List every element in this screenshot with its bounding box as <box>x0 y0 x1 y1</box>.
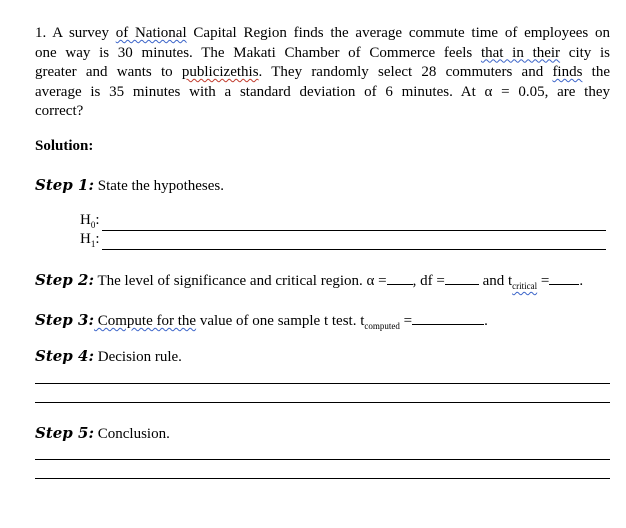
step-3-label: Step 3: <box>35 311 94 329</box>
grammar-flag: Compute for the <box>94 313 197 329</box>
t-critical-blank[interactable] <box>549 272 579 285</box>
null-hypothesis: $H_0$: <box>80 212 100 230</box>
null-hypothesis-blank[interactable] <box>102 230 606 231</box>
alt-hypothesis: $H_1$: <box>80 231 100 249</box>
df-blank[interactable] <box>445 272 479 285</box>
alt-hypothesis-blank[interactable] <box>102 249 606 250</box>
step-5-label: Step 5: <box>35 424 94 442</box>
decision-rule-blank-2[interactable] <box>35 402 610 403</box>
decision-rule-blank-1[interactable] <box>35 383 610 384</box>
problem-number: 1. <box>35 25 47 41</box>
solution-heading: Solution: <box>35 138 94 154</box>
step-2-label: Step 2: <box>35 271 94 289</box>
step-1-label: Step 1: <box>35 176 94 194</box>
problem-line-2: one way is 30 minutes. The Makati Chamber of Commerce feels that in their city is <box>35 44 610 61</box>
problem-line-4: average is 35 minutes with a standard deviation of 6 minutes. At α = 0.05, are they <box>35 83 610 100</box>
step-1-text: State the hypotheses. <box>94 178 224 194</box>
spell-flag: publicizethis <box>181 64 259 80</box>
problem-line-3: greater and wants to publicizethis. They randomly select 28 commuters and finds the <box>35 64 610 80</box>
step-4: Step 4: Decision rule. <box>35 347 182 365</box>
spell-flag: of National <box>115 25 187 41</box>
step-1 <box>35 176 224 195</box>
step-5: Step 5: Conclusion. <box>35 424 170 442</box>
grammar-flag: finds <box>552 64 583 80</box>
grammar-flag: that in their <box>480 44 561 61</box>
step-3: Step 3: Compute for the value of one sample t test. $t_{computed}$ = . <box>35 311 488 331</box>
t-computed-blank[interactable] <box>412 312 484 325</box>
problem-line-5: correct? <box>35 103 84 119</box>
problem-statement <box>35 24 610 122</box>
step-4-label: Step 4: <box>35 347 94 365</box>
alpha-blank[interactable] <box>387 272 413 285</box>
conclusion-blank-2[interactable] <box>35 478 610 479</box>
conclusion-blank-1[interactable] <box>35 459 610 460</box>
step-2: Step 2: The level of significance and critical region. α = , df = and $t_{critical}$ = . <box>35 271 584 291</box>
problem-line-1: 1. A survey of National Capital Region finds the average commute time of employees on <box>35 25 610 41</box>
